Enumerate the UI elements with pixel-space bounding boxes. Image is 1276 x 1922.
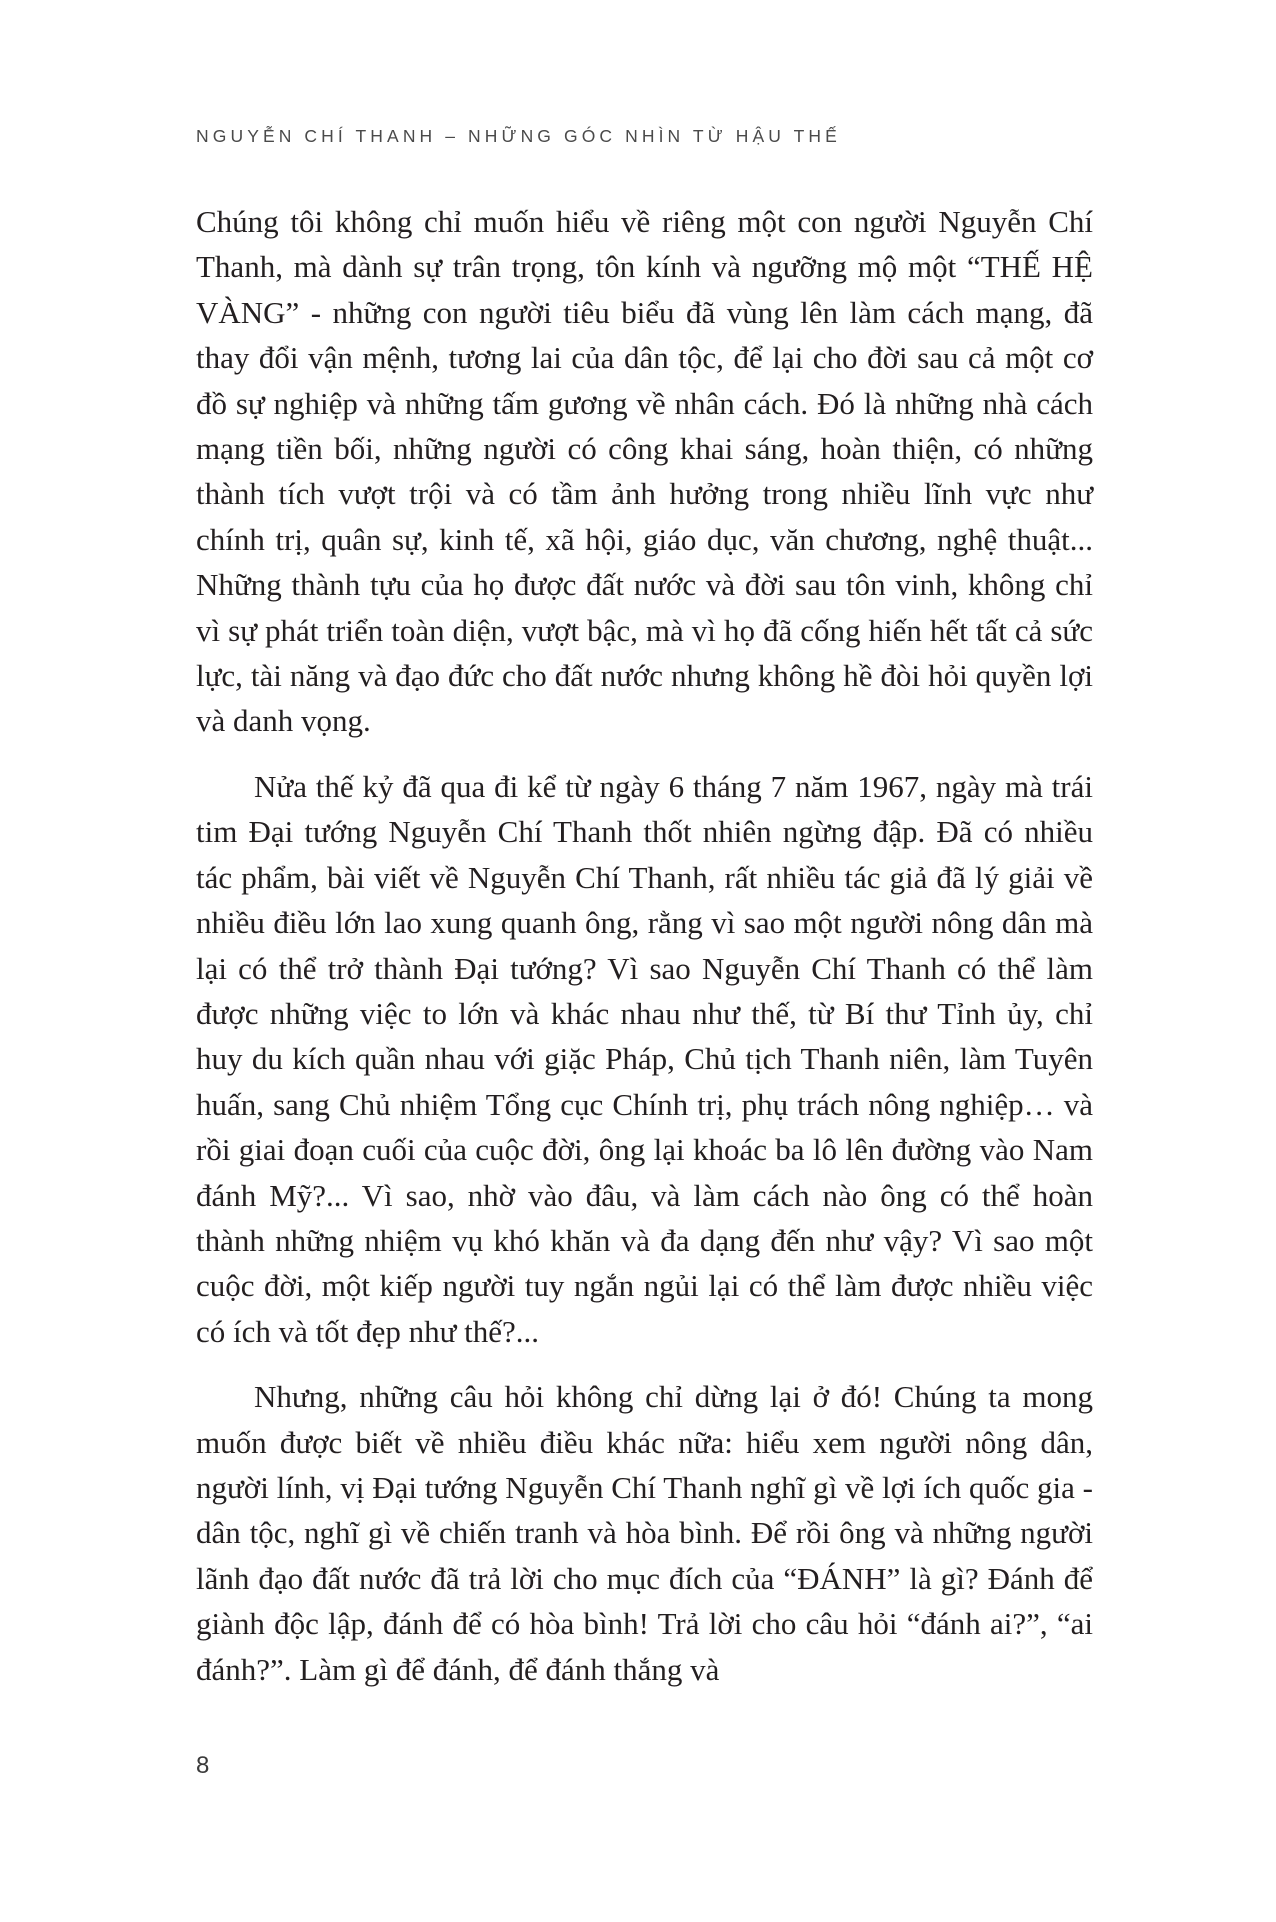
paragraph-1: Chúng tôi không chỉ muốn hiểu về riêng một con người Nguyễn Chí Thanh, mà dành sự trân trọng, tôn kính và ngưỡng mộ một “THẾ HỆ VÀNG” - những con người tiêu biểu đã vùng lên làm cách mạng, đã thay đổi vận mệnh, tương lai của dân tộc, để lại cho đời sau cả một cơ đồ sự nghiệp và những tấm gương về nhân cách. Đó là những nhà cách mạng tiền bối, những người có công khai sáng, hoàn thiện, có những thành tích vượt trội và có tầm ảnh hưởng trong nhiều lĩnh vực như chính trị, quân sự, kinh tế, xã hội, giáo dục, văn chương, nghệ thuật... Những thành tựu của họ được đất nước và đời sau tôn vinh, không chỉ vì sự phát triển toàn diện, vượt bậc, mà vì họ đã cống hiến hết tất cả sức lực, tài năng và đạo đức cho đất nước nhưng không hề đòi hỏi quyền lợi và danh vọng.	[196, 204, 1093, 739]
running-header: NGUYỄN CHÍ THANH – NHỮNG GÓC NHÌN TỪ HẬU THẾ	[196, 126, 841, 146]
paragraph-2: Nửa thế kỷ đã qua đi kể từ ngày 6 tháng 7 năm 1967, ngày mà trái tim Đại tướng Nguyễn Chí Thanh thốt nhiên ngừng đập. Đã có nhiều tác phẩm, bài viết về Nguyễn Chí Thanh, rất nhiều tác giả đã lý giải về nhiều điều lớn lao xung quanh ông, rằng vì sao một người nông dân mà lại có thể trở thành Đại tướng? Vì sao Nguyễn Chí Thanh có thể làm được những việc to lớn và khác nhau như thế, từ Bí thư Tỉnh ủy, chỉ huy du kích quần nhau với giặc Pháp, Chủ tịch Thanh niên, làm Tuyên huấn, sang Chủ nhiệm Tổng cục Chính trị, phụ trách nông nghiệp… và rồi giai đoạn cuối của cuộc đời, ông lại khoác ba lô lên đường vào Nam đánh Mỹ?... Vì sao, nhờ vào đâu, và làm cách nào ông có thể hoàn thành những nhiệm vụ khó khăn và đa dạng đến như vậy? Vì sao một cuộc đời, một kiếp người tuy ngắn ngủi lại có thể làm được nhiều việc có ích và tốt đẹp như thế?...	[196, 768, 1093, 1349]
paragraph-3: Nhưng, những câu hỏi không chỉ dừng lại ở đó! Chúng ta mong muốn được biết về nhiều điều khác nữa: hiểu xem người nông dân, người lính, vị Đại tướng Nguyễn Chí Thanh nghĩ gì về lợi ích quốc gia - dân tộc, nghĩ gì về chiến tranh và hòa bình. Để rồi ông và những người lãnh đạo đất nước đã trả lời cho mục đích của “ĐÁNH” là gì? Đánh để giành độc lập, đánh để có hòa bình! Trả lời cho câu hỏi “đánh ai?”, “ai đánh?”. Làm gì để đánh, để đánh thắng và	[196, 1379, 1093, 1687]
page-number: 8	[196, 1752, 210, 1779]
body-text	[196, 199, 1093, 1692]
